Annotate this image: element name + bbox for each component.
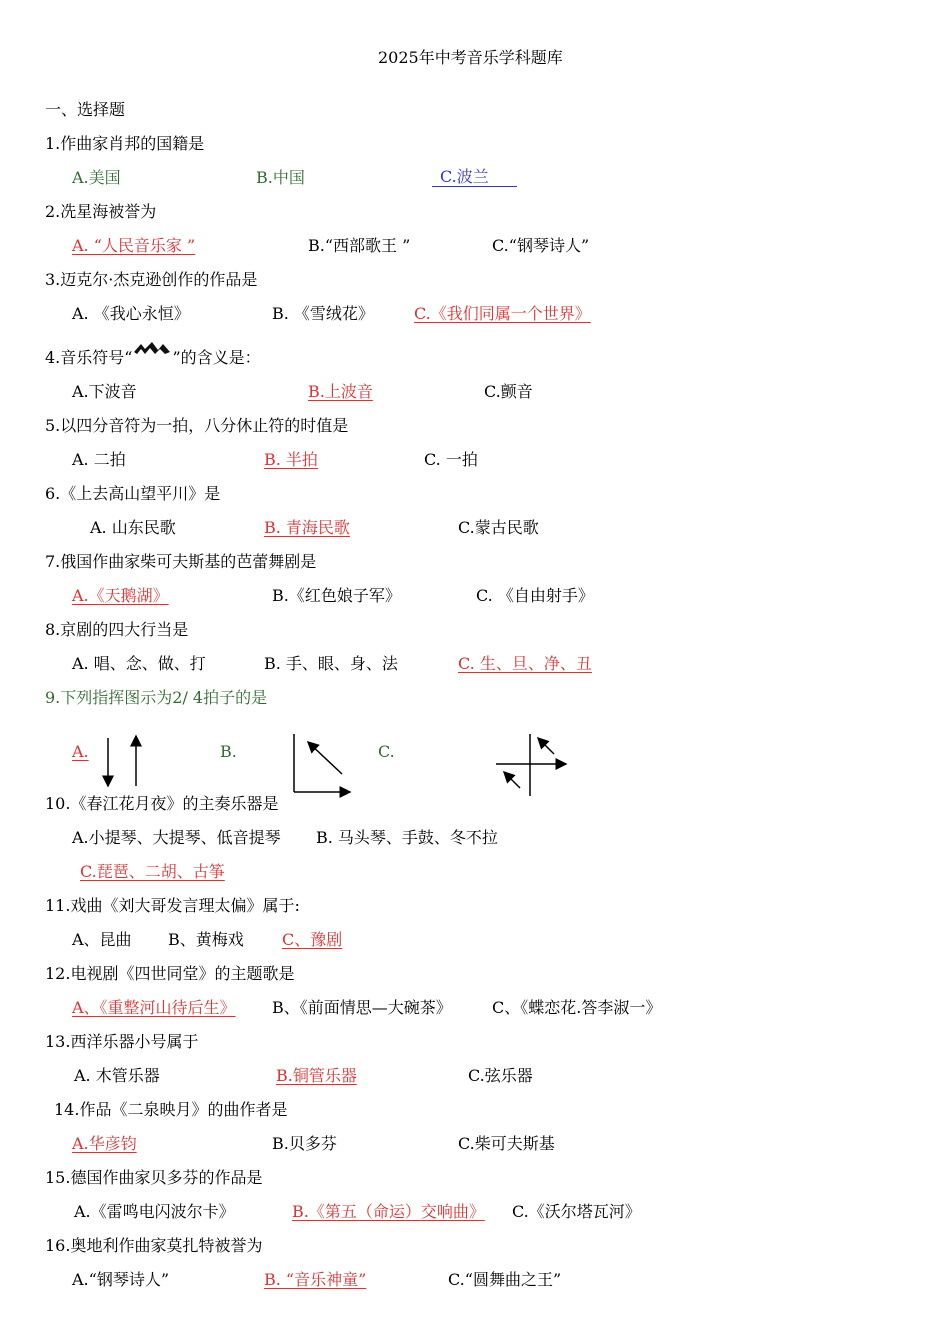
q3-option-c: C.《我们同属一个世界》 (414, 304, 591, 323)
q13-option-c: C.弦乐器 (468, 1066, 533, 1085)
q11-option-a: A、昆曲 (72, 930, 132, 949)
upper-mordent-icon (132, 348, 172, 368)
q1-option-a: A.美国 (72, 168, 121, 187)
question-5: 5.以四分音符为一拍，八分休止符的时值是 (45, 416, 349, 435)
q6-option-a: A. 山东民歌 (90, 518, 176, 537)
section-heading: 一、选择题 (45, 100, 126, 119)
question-3: 3.迈克尔·杰克逊创作的作品是 (45, 270, 258, 289)
q1-option-c: C.波兰 (432, 168, 517, 187)
q6-option-b: B. 青海民歌 (264, 518, 350, 537)
q16-option-c: C.“圆舞曲之王” (448, 1270, 562, 1289)
q4-text-start: 4.音乐符号“ (45, 348, 133, 367)
q5-option-b: B. 半拍 (264, 450, 318, 469)
q11-option-c: C、豫剧 (282, 930, 343, 949)
q15-option-b: B.《第五（命运）交响曲》 (292, 1202, 485, 1221)
q4-option-b: B.上波音 (308, 382, 373, 401)
question-8: 8.京剧的四大行当是 (45, 620, 189, 639)
q12-option-b: B、《前面情思—大碗茶》 (272, 998, 452, 1017)
q15-option-a: A.《雷鸣电闪波尔卡》 (74, 1202, 235, 1221)
q10-option-c: C.琵琶、二胡、古筝 (80, 862, 225, 881)
question-12: 12.电视剧《四世同堂》的主题歌是 (45, 964, 295, 983)
question-4 (45, 348, 261, 368)
q4-option-a: A.下波音 (72, 382, 137, 401)
q10-option-a: A.小提琴、大提琴、低音提琴 (72, 828, 281, 847)
question-7: 7.俄国作曲家柴可夫斯基的芭蕾舞剧是 (45, 552, 317, 571)
question-13: 13.西洋乐器小号属于 (45, 1032, 199, 1051)
q3-option-a: A. 《我心永恒》 (72, 304, 190, 323)
question-16: 16.奥地利作曲家莫扎特被誉为 (45, 1236, 263, 1255)
question-1: 1.作曲家肖邦的国籍是 (45, 134, 205, 153)
page-title: 2025年中考音乐学科题库 (378, 48, 563, 67)
q14-option-c: C.柴可夫斯基 (458, 1134, 555, 1153)
q2-option-a: A. “人民音乐家 ” (72, 236, 196, 255)
q4-option-c: C.颤音 (484, 382, 533, 401)
question-9: 9.下列指挥图示为2/ 4拍子的是 (45, 688, 268, 707)
conducting-diagram-c (494, 730, 574, 800)
q14-option-b: B.贝多芬 (272, 1134, 337, 1153)
q7-option-a: A.《天鹅湖》 (72, 586, 169, 605)
q2-option-b: B.“西部歌王 ” (308, 236, 411, 255)
q16-option-b: B. “音乐神童” (264, 1270, 367, 1289)
question-2: 2.冼星海被誉为 (45, 202, 157, 221)
q11-option-b: B、黄梅戏 (168, 930, 244, 949)
question-14: 14.作品《二泉映月》的曲作者是 (54, 1100, 288, 1119)
q13-option-b: B.铜管乐器 (276, 1066, 357, 1085)
question-11: 11.戏曲《刘大哥发言理太偏》属于: (45, 896, 300, 915)
q15-option-c: C.《沃尔塔瓦河》 (512, 1202, 641, 1221)
q1-option-b: B.中国 (256, 168, 305, 187)
q6-option-c: C.蒙古民歌 (458, 518, 539, 537)
q7-option-c: C. 《自由射手》 (476, 586, 594, 605)
question-15: 15.德国作曲家贝多芬的作品是 (45, 1168, 263, 1187)
q9-option-c: C. (378, 742, 395, 761)
q3-option-b: B. 《雪绒花》 (272, 304, 374, 323)
q10-option-b: B. 马头琴、手鼓、冬不拉 (316, 828, 498, 847)
q7-option-b: B.《红色娘子军》 (272, 586, 401, 605)
q13-option-a: A. 木管乐器 (74, 1066, 160, 1085)
q5-option-a: A. 二拍 (72, 450, 126, 469)
q9-option-b: B. (220, 742, 237, 761)
q8-option-b: B. 手、眼、身、法 (264, 654, 398, 673)
question-10: 10.《春江花月夜》的主奏乐器是 (45, 794, 279, 813)
q16-option-a: A.“钢琴诗人” (72, 1270, 170, 1289)
q5-option-c: C. 一拍 (424, 450, 478, 469)
q14-option-a: A.华彦钧 (72, 1134, 137, 1153)
q12-option-c: C、《蝶恋花.答李淑一》 (492, 998, 662, 1017)
q8-option-a: A. 唱、念、做、打 (72, 654, 206, 673)
q8-option-c: C. 生、旦、净、丑 (458, 654, 592, 673)
question-6: 6.《上去高山望平川》是 (45, 484, 221, 503)
conducting-diagram-a (96, 730, 156, 800)
q4-text-end: ”的含义是： (172, 348, 261, 367)
q12-option-a: A、《重整河山待后生》 (72, 998, 236, 1017)
q2-option-c: C.“钢琴诗人” (492, 236, 590, 255)
q9-option-a: A. (72, 742, 89, 761)
conducting-diagram-b (288, 732, 358, 802)
